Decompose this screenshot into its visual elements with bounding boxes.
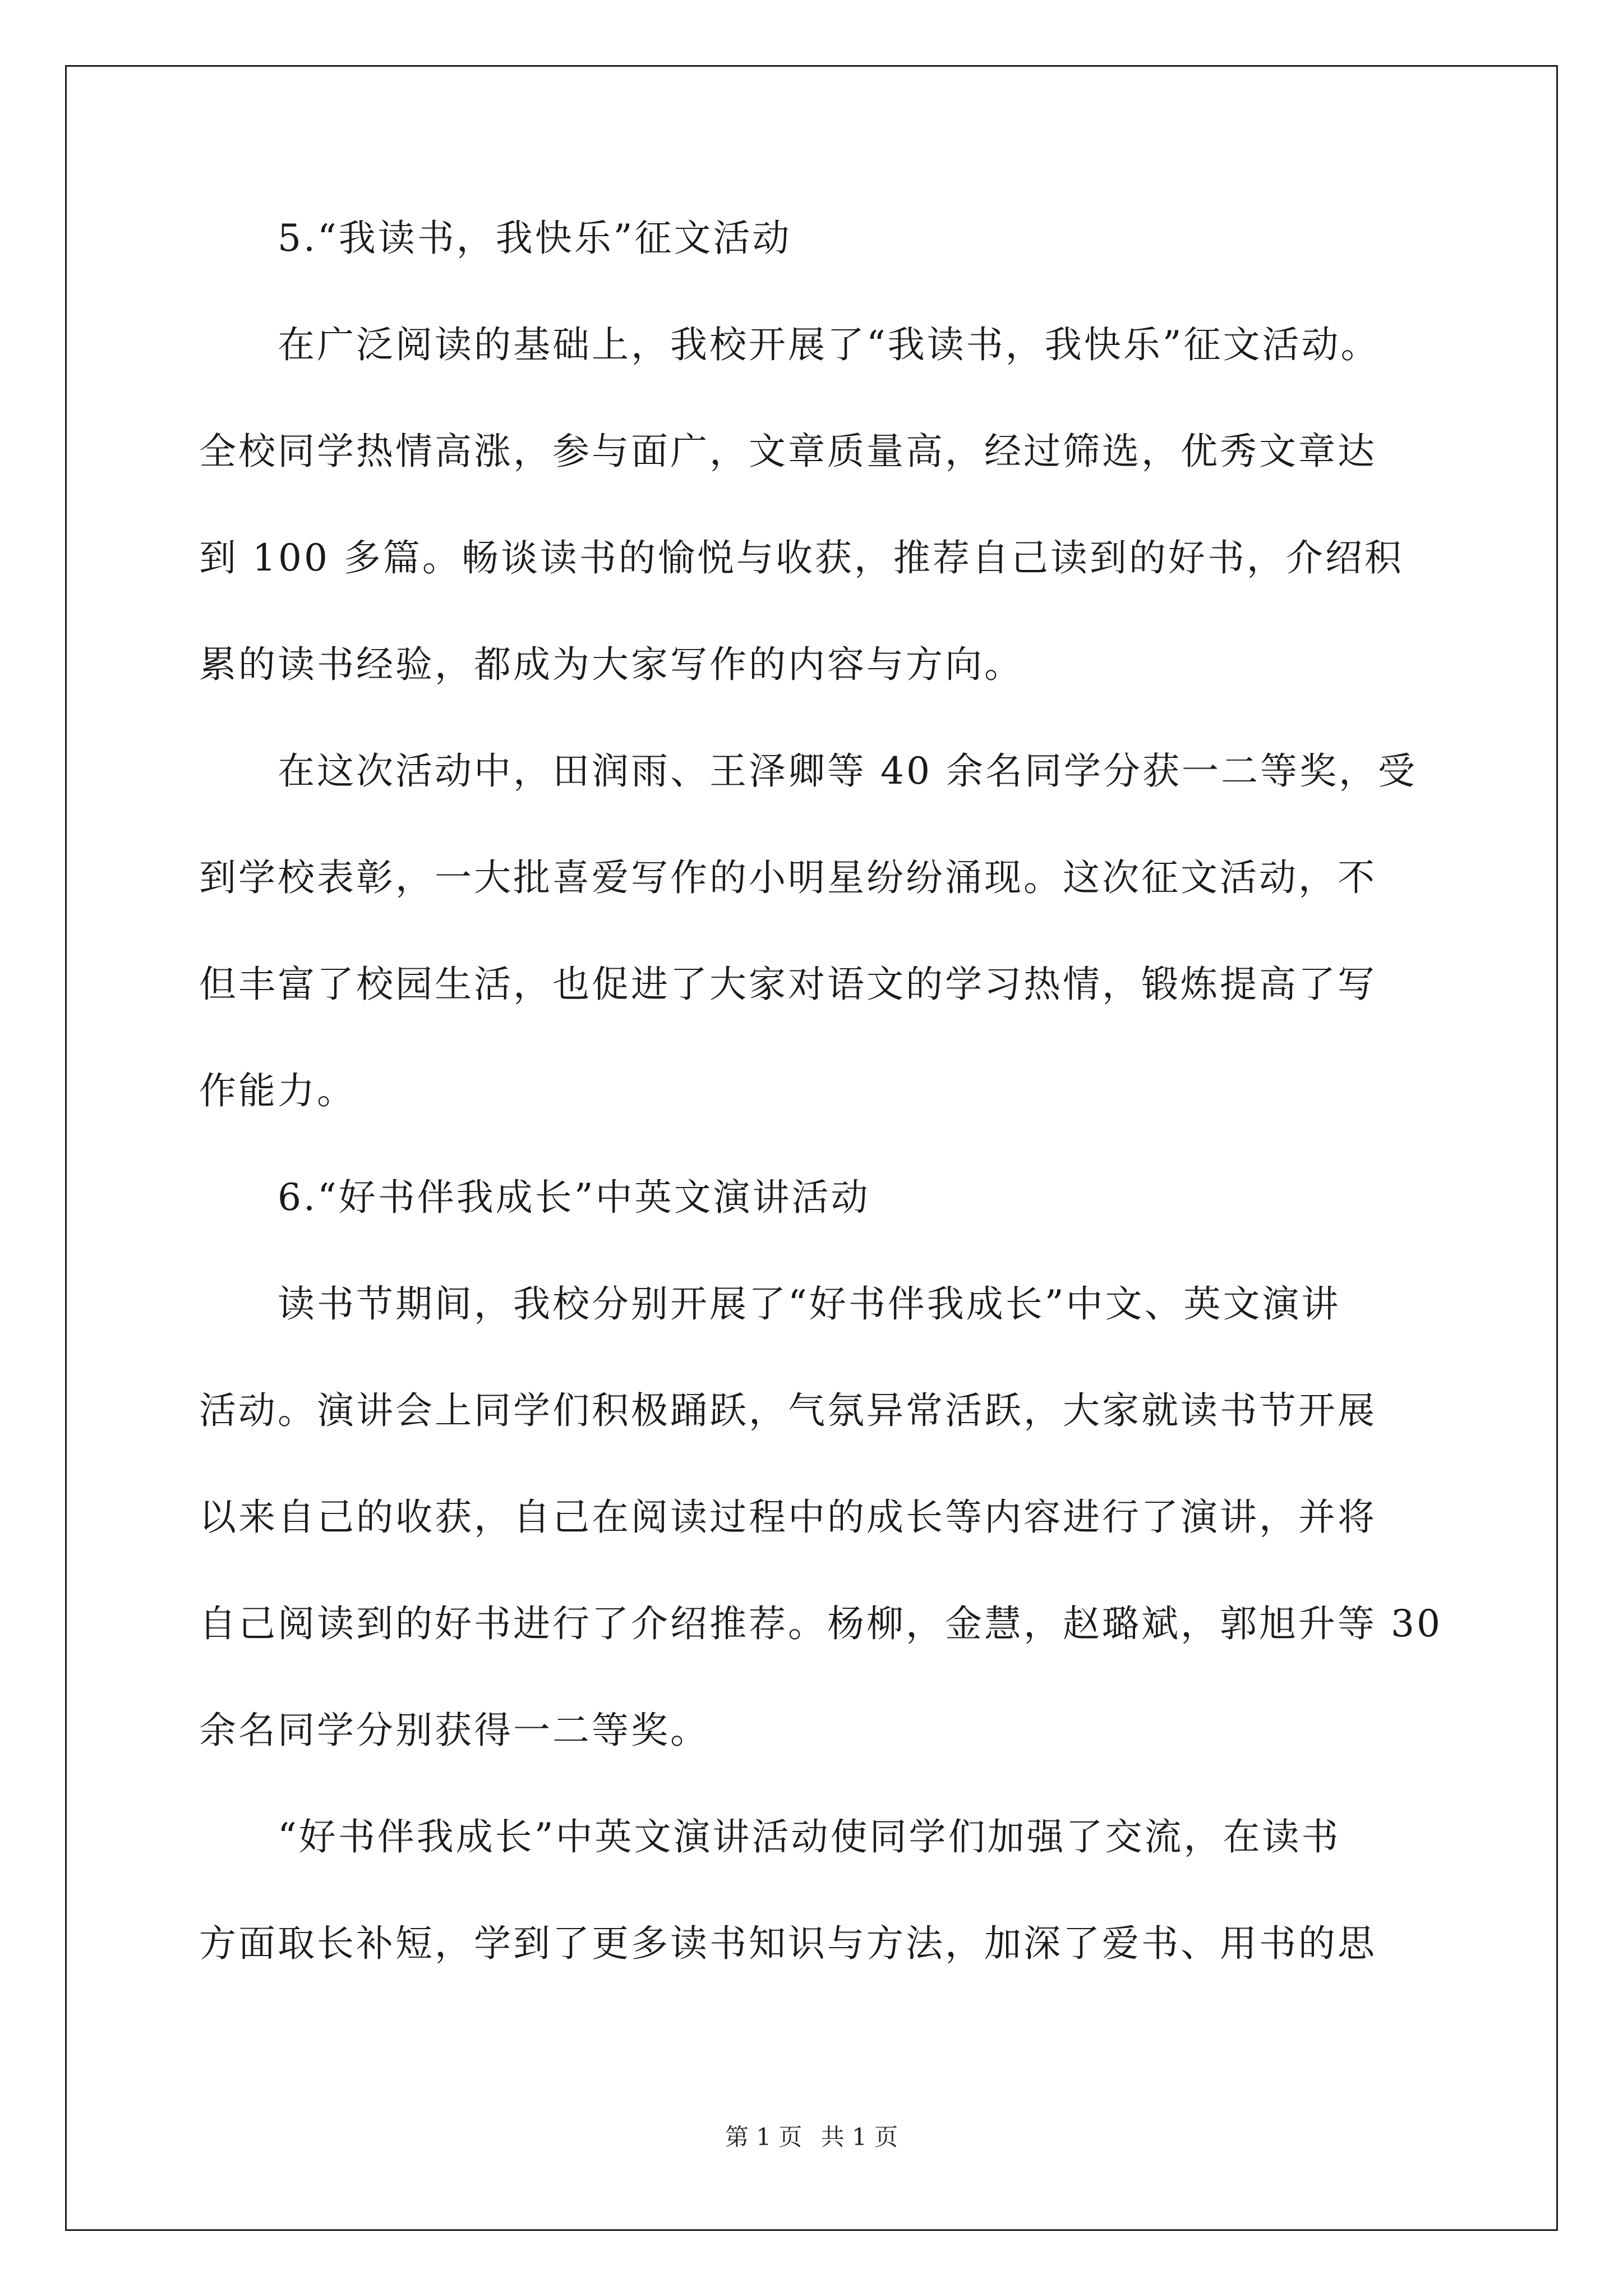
heading-speech-activity: 6.“好书伴我成长”中英文演讲活动	[278, 1176, 870, 1219]
paragraph-line: 全校同学热情高涨，参与面广，文章质量高，经过筛选，优秀文章达	[199, 430, 1377, 473]
paragraph-line: 到学校表彰，一大批喜爱写作的小明星纷纷涌现。这次征文活动，不	[199, 856, 1377, 899]
paragraph-line: 累的读书经验，都成为大家写作的内容与方向。	[199, 643, 1023, 686]
page-number: 第 1 页	[725, 2123, 803, 2151]
heading-essay-activity: 5.“我读书，我快乐”征文活动	[278, 217, 792, 260]
paragraph-line: 到 100 多篇。畅谈读书的愉悦与收获，推荐自己读到的好书，介绍积	[199, 536, 1404, 579]
paragraph-line: 读书节期间，我校分别开展了“好书伴我成长”中文、英文演讲	[278, 1282, 1341, 1326]
paragraph-line: 但丰富了校园生活，也促进了大家对语文的学习热情，锻炼提高了写	[199, 963, 1377, 1006]
paragraph-line: 作能力。	[199, 1069, 356, 1112]
paragraph-line: 在这次活动中，田润雨、王泽卿等 40 余名同学分获一二等奖，受	[278, 749, 1417, 793]
paragraph-line: 活动。演讲会上同学们积极踊跃，气氛异常活跃，大家就读书节开展	[199, 1389, 1377, 1432]
paragraph-line: 方面取长补短，学到了更多读书知识与方法，加深了爱书、用书的思	[199, 1922, 1377, 1965]
page-border	[65, 65, 1558, 2231]
paragraph-line: 在广泛阅读的基础上，我校开展了“我读书，我快乐”征文活动。	[278, 323, 1380, 366]
page-total: 共 1 页	[820, 2123, 898, 2151]
paragraph-line: 以来自己的收获，自己在阅读过程中的成长等内容进行了演讲，并将	[199, 1496, 1377, 1539]
paragraph-line: “好书伴我成长”中英文演讲活动使同学们加强了交流，在读书	[278, 1815, 1341, 1858]
page-footer	[0, 2120, 1623, 2154]
paragraph-line: 余名同学分别获得一二等奖。	[199, 1709, 709, 1752]
paragraph-line: 自己阅读到的好书进行了介绍推荐。杨柳，金慧，赵璐斌，郭旭升等 30	[199, 1602, 1442, 1645]
